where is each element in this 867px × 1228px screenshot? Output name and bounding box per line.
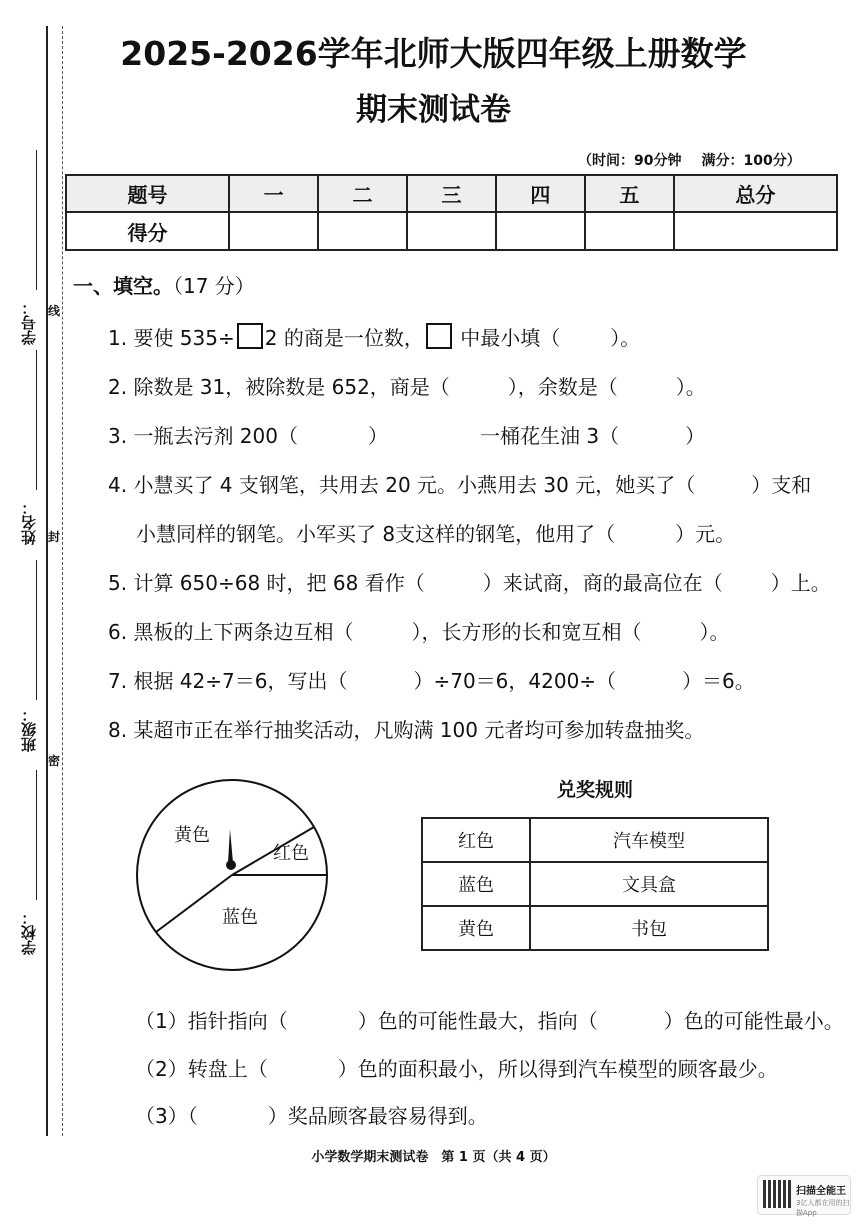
score-table-header-row (66, 175, 837, 212)
class-line (36, 560, 37, 700)
spinner-hub (226, 860, 236, 870)
binding-mark-secret: 密 (48, 754, 61, 768)
student-id-label: 学号： (20, 300, 38, 345)
spinner-label-blue: 蓝色 (222, 907, 258, 928)
question-6: 6. 黑板的上下两条边互相（ ），长方形的长和宽互相（ ）。 (108, 620, 730, 644)
binding-mark-line: 线 (48, 304, 61, 318)
binding-dashed-rule (62, 26, 63, 1136)
school-line (36, 770, 37, 900)
scanner-sub: 3亿人都在用的扫描App (796, 1199, 850, 1217)
score-header-cell: 四 (496, 175, 585, 212)
binding-rule (46, 26, 48, 1136)
score-header-cell: 五 (585, 175, 674, 212)
name-line (36, 350, 37, 490)
table-row (422, 906, 768, 950)
subquestion-3: （3）（ ）奖品顾客最容易得到。 (135, 1104, 488, 1128)
page-footer: 小学数学期末测试卷 第 1 页（共 4 页） (311, 1150, 556, 1165)
binding-mark-seal: 封 (48, 530, 61, 544)
score-header-cell: 一 (229, 175, 318, 212)
question-8: 8. 某超市正在举行抽奖活动，凡购满 100 元者均可参加转盘抽奖。 (108, 718, 705, 742)
question-1: 1. 要使 535÷ 2 的商是一位数， 中最小填（ ）。 (108, 322, 640, 351)
subquestion-2: （2）转盘上（ ）色的面积最小，所以得到汽车模型的顾客最少。 (135, 1057, 778, 1081)
score-cell[interactable] (585, 212, 674, 250)
rule-color: 黄色 (422, 906, 530, 950)
section-points: （17 分） (173, 274, 255, 298)
score-cell[interactable] (674, 212, 837, 250)
score-header-cell: 三 (407, 175, 496, 212)
exam-meta (578, 150, 821, 170)
subquestion-1: （1）指针指向（ ）色的可能性最大，指向（ ）色的可能性最小。 (135, 1009, 844, 1033)
rules-table (421, 817, 769, 951)
spinner-diagram (134, 777, 330, 973)
page-title: 2025-2026学年北师大版四年级上册数学 (120, 34, 747, 73)
answer-box[interactable] (237, 323, 263, 349)
question-2: 2. 除数是 31，被除数是 652，商是（ ），余数是（ ）。 (108, 375, 706, 399)
score-table (65, 174, 838, 251)
section-title: 一、填空。（17 分） (73, 274, 255, 298)
score-header-cell: 总分 (674, 175, 837, 212)
rules-title: 兑奖规则 (556, 779, 633, 801)
score-cell[interactable] (407, 212, 496, 250)
question-5: 5. 计算 650÷68 时，把 68 看作（ ）来试商，商的最高位在（ ）上。 (108, 571, 831, 595)
score-header-cell: 题号 (66, 175, 229, 212)
answer-box[interactable] (426, 323, 452, 349)
score-row-label: 得分 (66, 212, 229, 250)
rule-color: 红色 (422, 818, 530, 862)
rule-prize: 文具盒 (530, 862, 768, 906)
exam-full-score: 满分：100分） (701, 153, 801, 169)
exam-time: （时间：90分钟 (578, 153, 682, 169)
spinner-label-yellow: 黄色 (174, 825, 210, 846)
rule-prize: 书包 (530, 906, 768, 950)
question-7: 7. 根据 42÷7＝6，写出（ ）÷70＝6，4200÷（ ）＝6。 (108, 669, 755, 693)
class-label: 班级： (20, 707, 38, 752)
score-cell[interactable] (496, 212, 585, 250)
rule-prize: 汽车模型 (530, 818, 768, 862)
scanner-watermark (757, 1175, 851, 1215)
table-row (422, 818, 768, 862)
page-subtitle: 期末测试卷 (356, 92, 511, 128)
scanner-label: 扫描全能王 (796, 1186, 846, 1197)
rule-color: 蓝色 (422, 862, 530, 906)
score-table-row (66, 212, 837, 250)
table-row (422, 862, 768, 906)
question-3: 3. 一瓶去污剂 200（ ） 一桶花生油 3（ ） (108, 424, 706, 448)
score-cell[interactable] (318, 212, 407, 250)
spinner-label-red: 红色 (273, 843, 309, 864)
score-cell[interactable] (229, 212, 318, 250)
student-id-line (36, 150, 37, 290)
name-label: 姓名： (20, 500, 38, 545)
qr-code-icon (763, 1180, 791, 1208)
question-4-line-2: 小慧同样的钢笔。小军买了 8支这样的钢笔，他用了（ ）元。 (136, 522, 736, 546)
question-4-line-1: 4. 小慧买了 4 支钢笔，共用去 20 元。小燕用去 30 元，她买了（ ）支和 (108, 473, 812, 497)
score-header-cell: 二 (318, 175, 407, 212)
school-label: 学校： (20, 910, 38, 955)
